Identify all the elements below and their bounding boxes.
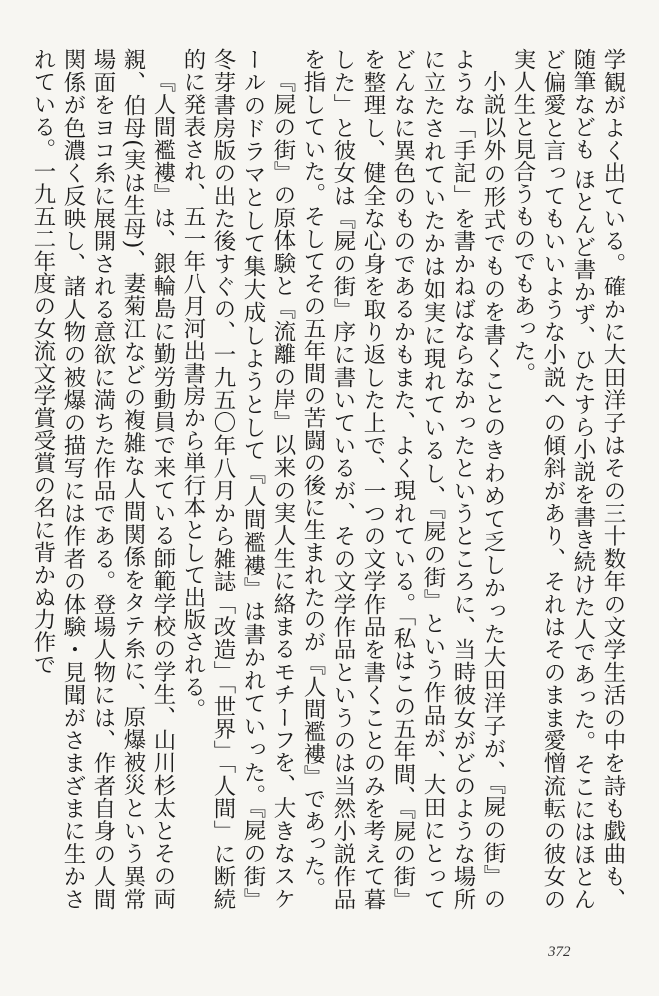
- paragraph: 『人間襤褸』は、銀輪島に勤労動員で来ている師範学校の学生、山川杉太とその両親、伯母(実は生母)、妻菊江などの複雑な人間関係をタテ糸に、原爆被災という異常場面をヨコ糸に展開される意欲に満ちた作品である。登場人物には、作者自身の人間関係が色濃く反映し、諸人物の被爆の描写には作者の体験・見聞がさまざまに生かされている。一九五二年度の女流文学賞受賞の名に背かぬ力作で: [30, 48, 176, 910]
- paragraph: 学観がよく出ている。確かに大田洋子はその三十数年の文学生活の中を詩も戯曲も、随筆なども ほとんど書かず、ひたすら小説を書き続けた人であった。そこにはほとんど偏愛と言ってもいいような小説への傾斜があり、それはそのまま愛憎流転の彼女の実人生と見合うものでもあった。: [510, 48, 626, 910]
- page-number: 372: [548, 944, 571, 960]
- paragraph: 小説以外の形式でものを書くことのきわめて乏しかった大田洋子が、『屍の街』のような「手記」を書かねばならなかったというところに、当時彼女がどのような場所に立たされていたかは如実に現れているし、『屍の街』という作品が、大田にとってどんなに異色のものであるかもまた、よく現れている。「私はこの五年間、『屍の街』を整理し、健全な心身を取り返した上で、一つの文学作品を書くことのみを考えて暮した」と彼女は『屍の街』序に書いているが、その文学作品というのは当然小説作品を指していた。そしてその五年間の苦闘の後に生まれたのが『人間襤褸』であった。: [300, 48, 506, 910]
- vertical-text-body: [30, 48, 628, 910]
- paragraph: 『屍の街』の原体験と『流離の岸』以来の実人生に絡まるモチーフを、大きなスケールのドラマとして集大成しようとして『人間襤褸』は書かれていった。『屍の街』冬芽書房版の出た後すぐの、一九五〇年八月から雑誌「改造」「世界」「人間」に断続的に発表され、五一年八月河出書房から単行本として出版される。: [180, 48, 296, 910]
